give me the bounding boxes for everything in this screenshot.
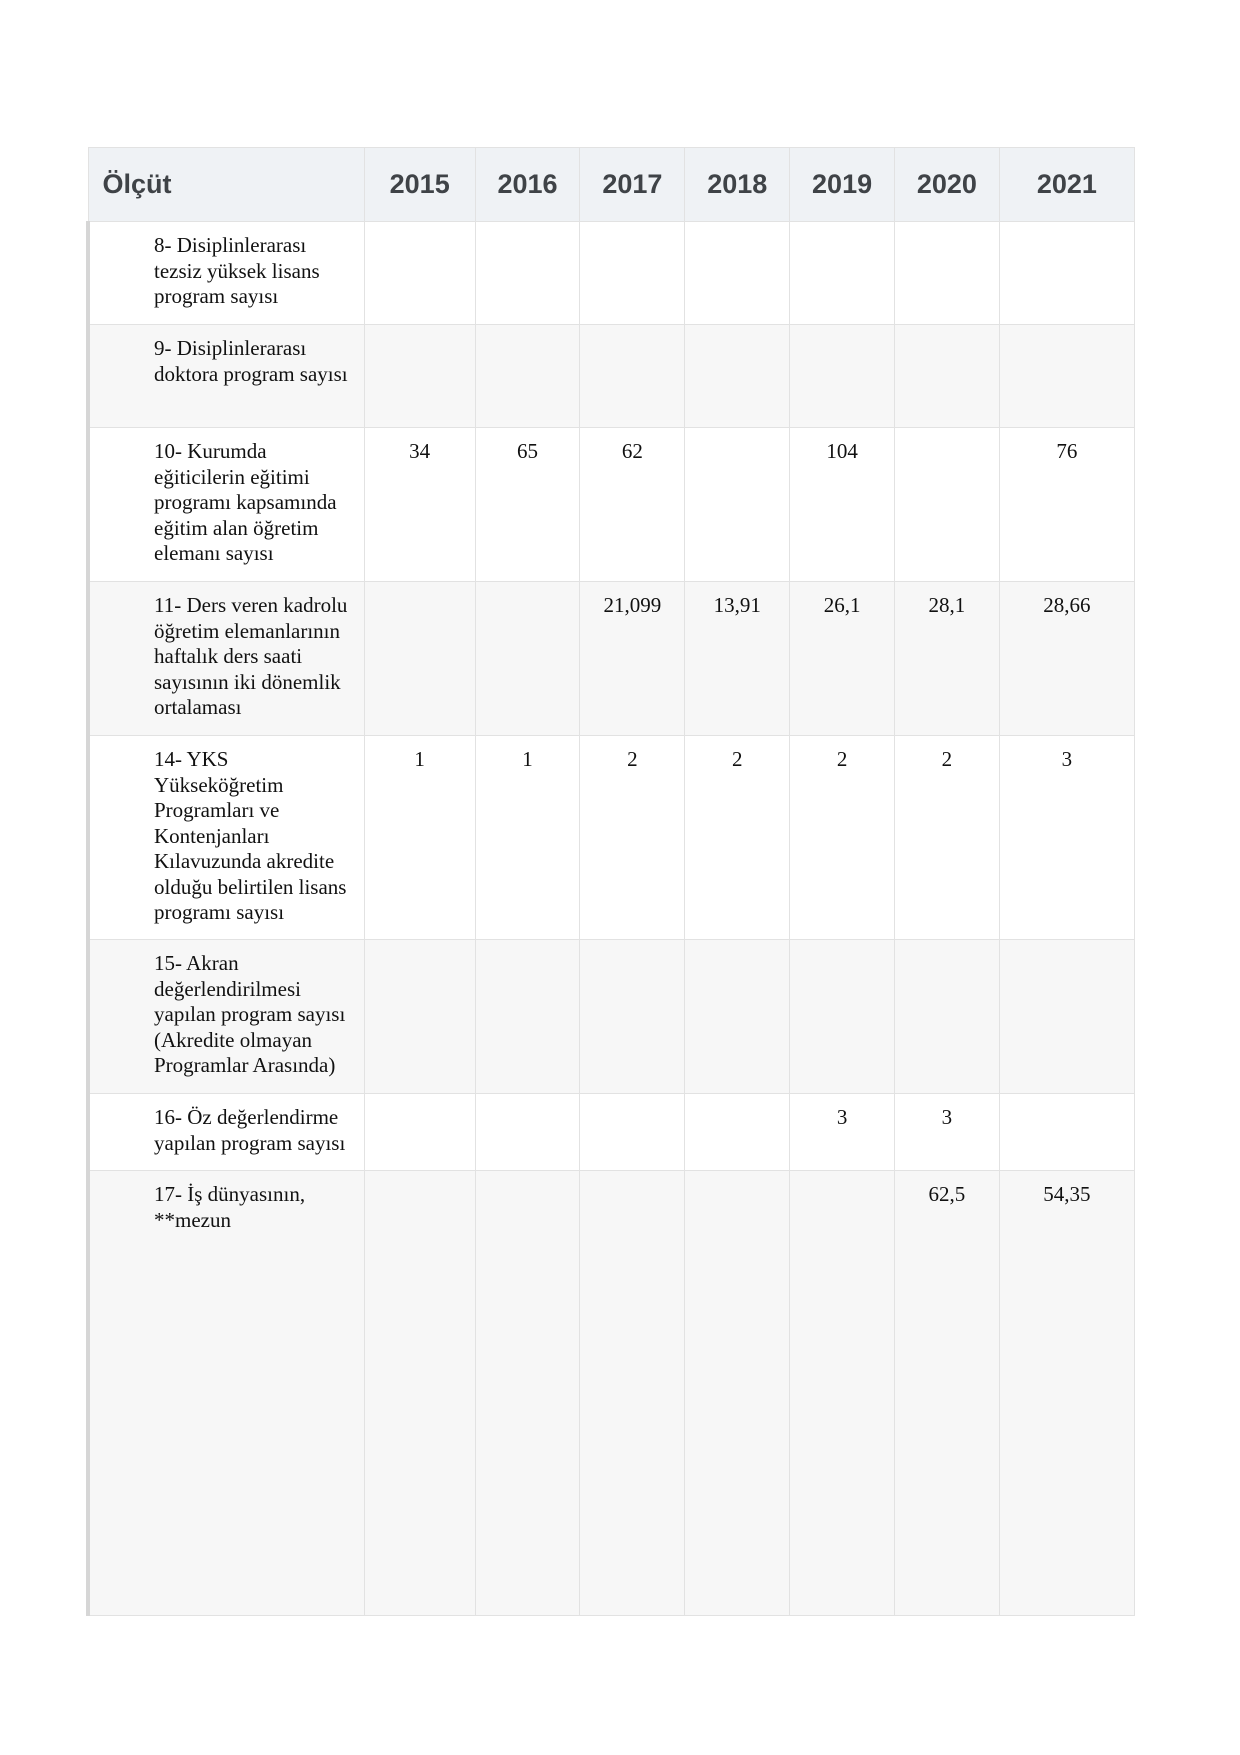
cell-2017 xyxy=(580,940,685,1094)
cell-2017: 2 xyxy=(580,736,685,940)
cell-2016 xyxy=(475,1171,580,1616)
cell-2019 xyxy=(790,222,895,325)
cell-2021: 28,66 xyxy=(999,582,1134,736)
cell-2015 xyxy=(364,582,475,736)
cell-2017: 62 xyxy=(580,428,685,582)
cell-2017 xyxy=(580,1094,685,1171)
header-cell-2020: 2020 xyxy=(895,148,1000,222)
cell-2018: 13,91 xyxy=(685,582,790,736)
cell-2015 xyxy=(364,222,475,325)
cell-2015 xyxy=(364,325,475,428)
cell-2019: 2 xyxy=(790,736,895,940)
table-row xyxy=(88,940,1135,1094)
cell-2019: 3 xyxy=(790,1094,895,1171)
header-cell-olcut: Ölçüt xyxy=(88,148,364,222)
cell-2017 xyxy=(580,222,685,325)
cell-2018 xyxy=(685,1094,790,1171)
cell-2020 xyxy=(895,940,1000,1094)
cell-2016: 65 xyxy=(475,428,580,582)
cell-2020: 62,5 xyxy=(895,1171,1000,1616)
cell-2015: 34 xyxy=(364,428,475,582)
cell-2015: 1 xyxy=(364,736,475,940)
cell-2020 xyxy=(895,325,1000,428)
row-label: 9- Disiplinlerarası doktora program sayısı xyxy=(88,325,364,428)
cell-2016 xyxy=(475,1094,580,1171)
cell-2021: 54,35 xyxy=(999,1171,1134,1616)
cell-2021 xyxy=(999,1094,1134,1171)
cell-2015 xyxy=(364,940,475,1094)
row-label: 14- YKS Yükseköğretim Programları ve Kontenjanları Kılavuzunda akredite olduğu belirtilen lisans programı sayısı xyxy=(88,736,364,940)
header-cell-2019: 2019 xyxy=(790,148,895,222)
cell-2019 xyxy=(790,325,895,428)
table-row xyxy=(88,1094,1135,1171)
cell-2019 xyxy=(790,940,895,1094)
cell-2016 xyxy=(475,222,580,325)
cell-2016 xyxy=(475,582,580,736)
table-header-row xyxy=(88,148,1135,222)
cell-2021 xyxy=(999,325,1134,428)
cell-2017 xyxy=(580,325,685,428)
row-label: 8- Disiplinlerarası tezsiz yüksek lisans program sayısı xyxy=(88,222,364,325)
table-row xyxy=(88,325,1135,428)
header-cell-2021: 2021 xyxy=(999,148,1134,222)
header-cell-2017: 2017 xyxy=(580,148,685,222)
cell-2017: 21,099 xyxy=(580,582,685,736)
row-label: 16- Öz değerlendirme yapılan program sayısı xyxy=(88,1094,364,1171)
cell-2021: 76 xyxy=(999,428,1134,582)
table-row xyxy=(88,428,1135,582)
cell-2018 xyxy=(685,1171,790,1616)
table-row xyxy=(88,736,1135,940)
cell-2021: 3 xyxy=(999,736,1134,940)
table-row xyxy=(88,222,1135,325)
header-cell-2015: 2015 xyxy=(364,148,475,222)
row-label: 17- İş dünyasının, **mezun xyxy=(88,1171,364,1616)
cell-2020 xyxy=(895,428,1000,582)
cell-2018 xyxy=(685,940,790,1094)
cell-2018 xyxy=(685,325,790,428)
cell-2015 xyxy=(364,1171,475,1616)
row-label: 11- Ders veren kadrolu öğretim elemanlarının haftalık ders saati sayısının iki dönemlik ortalaması xyxy=(88,582,364,736)
cell-2016: 1 xyxy=(475,736,580,940)
row-label: 10- Kurumda eğiticilerin eğitimi programı kapsamında eğitim alan öğretim elemanı sayısı xyxy=(88,428,364,582)
cell-2020: 2 xyxy=(895,736,1000,940)
cell-2019: 104 xyxy=(790,428,895,582)
cell-2015 xyxy=(364,1094,475,1171)
header-cell-2016: 2016 xyxy=(475,148,580,222)
cell-2020: 3 xyxy=(895,1094,1000,1171)
cell-2019 xyxy=(790,1171,895,1616)
cell-2021 xyxy=(999,940,1134,1094)
cell-2021 xyxy=(999,222,1134,325)
cell-2016 xyxy=(475,325,580,428)
table-row xyxy=(88,1171,1135,1616)
cell-2018 xyxy=(685,428,790,582)
table-row xyxy=(88,582,1135,736)
cell-2016 xyxy=(475,940,580,1094)
header-cell-2018: 2018 xyxy=(685,148,790,222)
cell-2018: 2 xyxy=(685,736,790,940)
cell-2018 xyxy=(685,222,790,325)
cell-2019: 26,1 xyxy=(790,582,895,736)
cell-2020 xyxy=(895,222,1000,325)
cell-2020: 28,1 xyxy=(895,582,1000,736)
row-label: 15- Akran değerlendirilmesi yapılan program sayısı (Akredite olmayan Programlar Arasında) xyxy=(88,940,364,1094)
cell-2017 xyxy=(580,1171,685,1616)
metrics-table xyxy=(86,147,1135,1616)
